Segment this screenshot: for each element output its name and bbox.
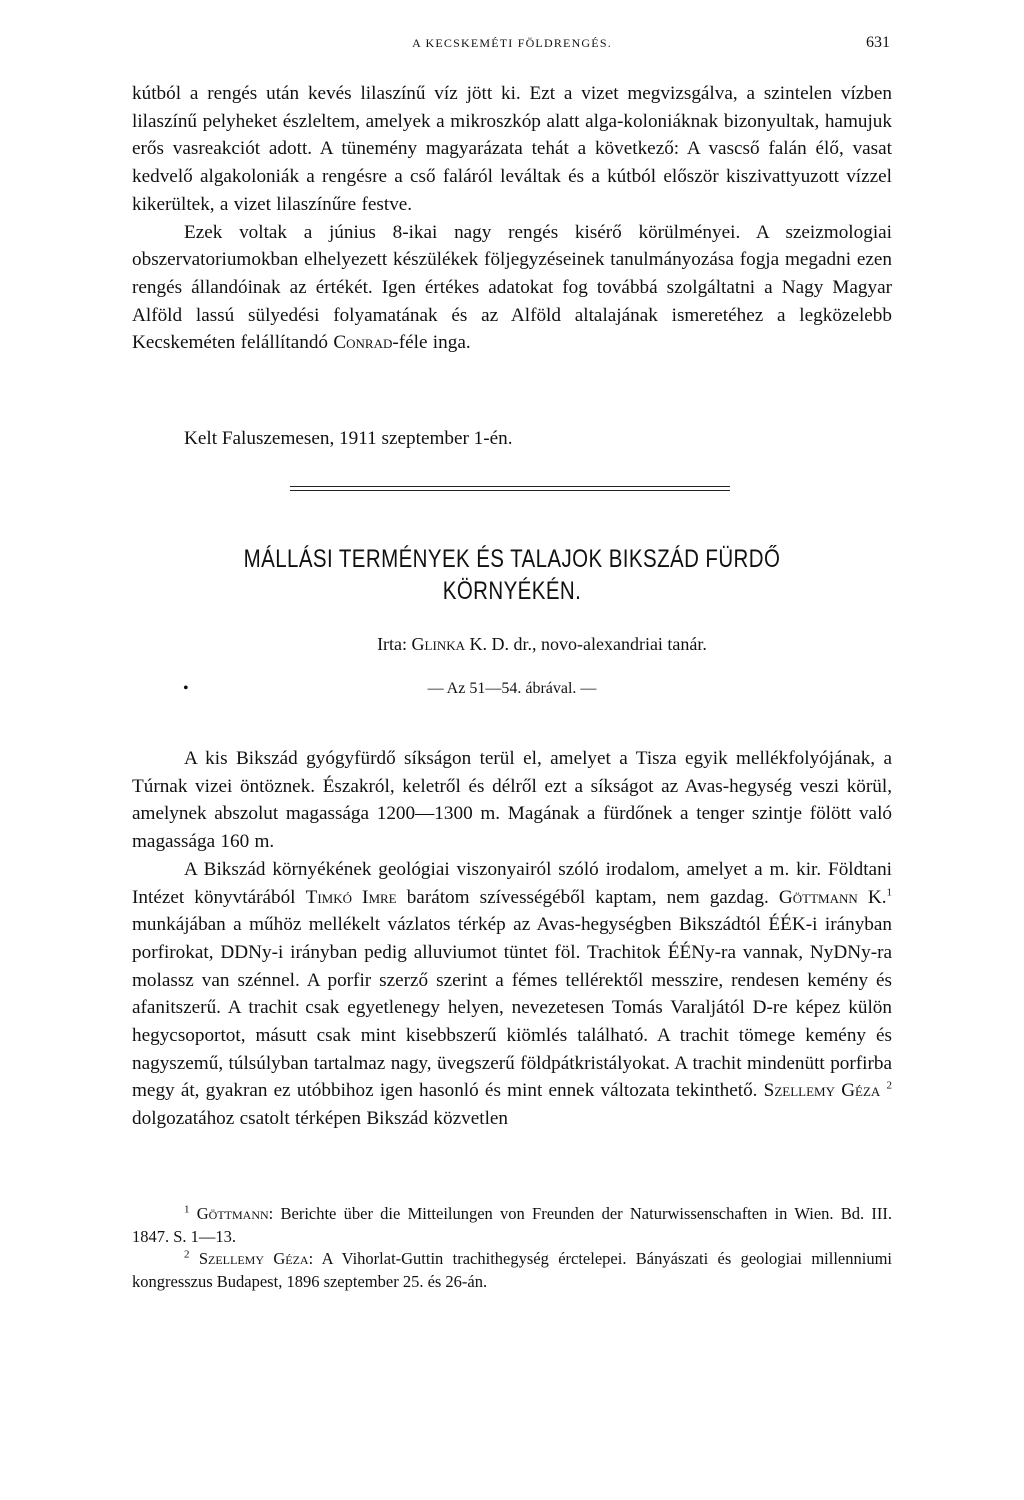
article-title-line: KÖRNYÉKÉN.	[442, 577, 582, 605]
footnote-mark: 1	[184, 1203, 190, 1216]
paragraph-text: barátom szívességéből kaptam, nem gazdag.	[406, 886, 769, 908]
running-title: A KECSKEMÉTI FÖLDRENGÉS.	[412, 36, 612, 50]
person-name: Szellemy Géza	[763, 1080, 881, 1102]
previous-article-ending	[132, 80, 892, 357]
paragraph: kútból a rengés után kevés lilaszínű víz jött ki. Ezt a vizet megvizsgálva, a szintelen vízben lilaszínű pelyheket észleltem, amelyek a mikroszkóp alatt alga-koloniáknak bizonyultak, hamujuk erős vasreakciót adott. A tünemény magyarázata tehát a következő: A vascső falán élő, vasat kedvelő algakoloniák a rengésre a cső faláról leváltak és a kútból először kiszivattyuzott vízzel kikerültek, a vizet lilaszínűre festve.	[132, 83, 892, 215]
page-number: 631	[866, 34, 890, 51]
article-title	[200, 543, 823, 607]
running-header	[132, 36, 892, 56]
paragraph-text: dolgozatához csatolt térképen Bikszád közvetlen	[132, 1108, 509, 1130]
paragraph-text: -féle inga.	[392, 332, 471, 354]
date-line: Kelt Faluszemesen, 1911 szeptember 1-én.	[184, 428, 513, 449]
person-name: Göttmann	[778, 886, 858, 908]
author-suffix: K. D. dr., novo-alexandriai tanár.	[469, 634, 707, 654]
footnotes	[132, 1203, 892, 1293]
footnote	[132, 1203, 892, 1248]
paragraph-text: A Bikszád környékének geológiai viszonyairól szóló irodalom, amelyet a m. kir. Földtani Intézet könyvtárából	[132, 858, 892, 908]
paragraph: A kis Bikszád gyógyfürdő síkságon terül el, amelyet a Tisza egyik mellékfolyójának, a Túrnak vizei öntöznek. Északról, keletről és délről ezt a síkságot az Avas-hegység veszi körül, amelynek abszolut magassága 1200—1300 m. Magának a fürdőnek a tenger szintje fölött való magassága 160 m.	[132, 748, 892, 853]
footnote-text: : A Vihorlat-Guttin trachithegység érctelepei. Bányászati és geologiai millenniumi kongresszus Budapest, 1896 szeptember 25. és 26-án.	[132, 1249, 892, 1291]
person-name: Timkó Imre	[305, 886, 397, 908]
person-name: Szellemy Géza	[198, 1249, 309, 1268]
paragraph-text: Ezek voltak a június 8-ikai nagy rengés kisérő körülményei. A szeizmologiai obszervatoriumokban elhelyezett készülékek följegyzéseinek tanulmányozása fogja megadni ezen rengés állandóinak az értékét. Igen értékes adatokat fog továbbá szolgáltatni a Nagy Magyar Alföld lassú sülyedési folyamatának és az Alföld altalajának ismeretéhez a legközelebb Kecskeméten felállítandó	[132, 221, 892, 354]
footnote-ref[interactable]: 2	[886, 1080, 893, 1093]
section-divider	[290, 486, 730, 491]
paragraph-text: munkájában a műhöz mellékelt vázlatos térkép az Avas-hegységben Bikszádtól ÉÉK-i irányban porfirokat, DDNy-i irányban pedig alluviumot tüntet föl. Trachitok ÉÉNy-ra vannak, NyDNy-ra molassz van szénnel. A porfir szerző szerint a fémes tellérektől messzire, rendesen kemény és afanitszerű. A trachit csak egyetlenegy helyen, nevezetesen Tomás Varaljától D-re képez külön hegycsoportot, másutt csak mint kisebbszerű kiömlés található. A trachit tömege kemény és nagyszemű, túlsúlyban tartalmaz nagy, üvegszerű földpátkristályokat. A trachit mindenütt porfirba megy át, gyakran ez utóbbihoz igen hasonló és mint ennek változata tekinthető.	[132, 914, 892, 1102]
person-name: Göttmann	[196, 1204, 269, 1223]
article-body	[132, 745, 892, 1133]
author-name: Glinka	[411, 634, 465, 654]
person-name: Conrad	[333, 332, 393, 354]
paragraph	[132, 856, 892, 1133]
footnote-ref[interactable]: 1	[886, 886, 892, 899]
paragraph	[132, 219, 892, 358]
bullet-mark: •	[183, 680, 189, 697]
paragraph-text: K.	[867, 886, 887, 908]
figures-note: — Az 51—54. ábrával. —	[427, 680, 597, 697]
article-title-line: MÁLLÁSI TERMÉNYEK ÉS TALAJOK BIKSZÁD FÜRDŐ	[243, 545, 781, 573]
footnote-text: : Berichte über die Mitteilungen von Freunden der Naturwissenschaften in Wien. Bd. III. 1847. S. 1—13.	[132, 1204, 893, 1246]
footnote	[132, 1248, 892, 1293]
author-prefix: Irta:	[377, 634, 408, 654]
footnote-mark: 2	[184, 1248, 190, 1261]
author-line	[132, 634, 892, 655]
